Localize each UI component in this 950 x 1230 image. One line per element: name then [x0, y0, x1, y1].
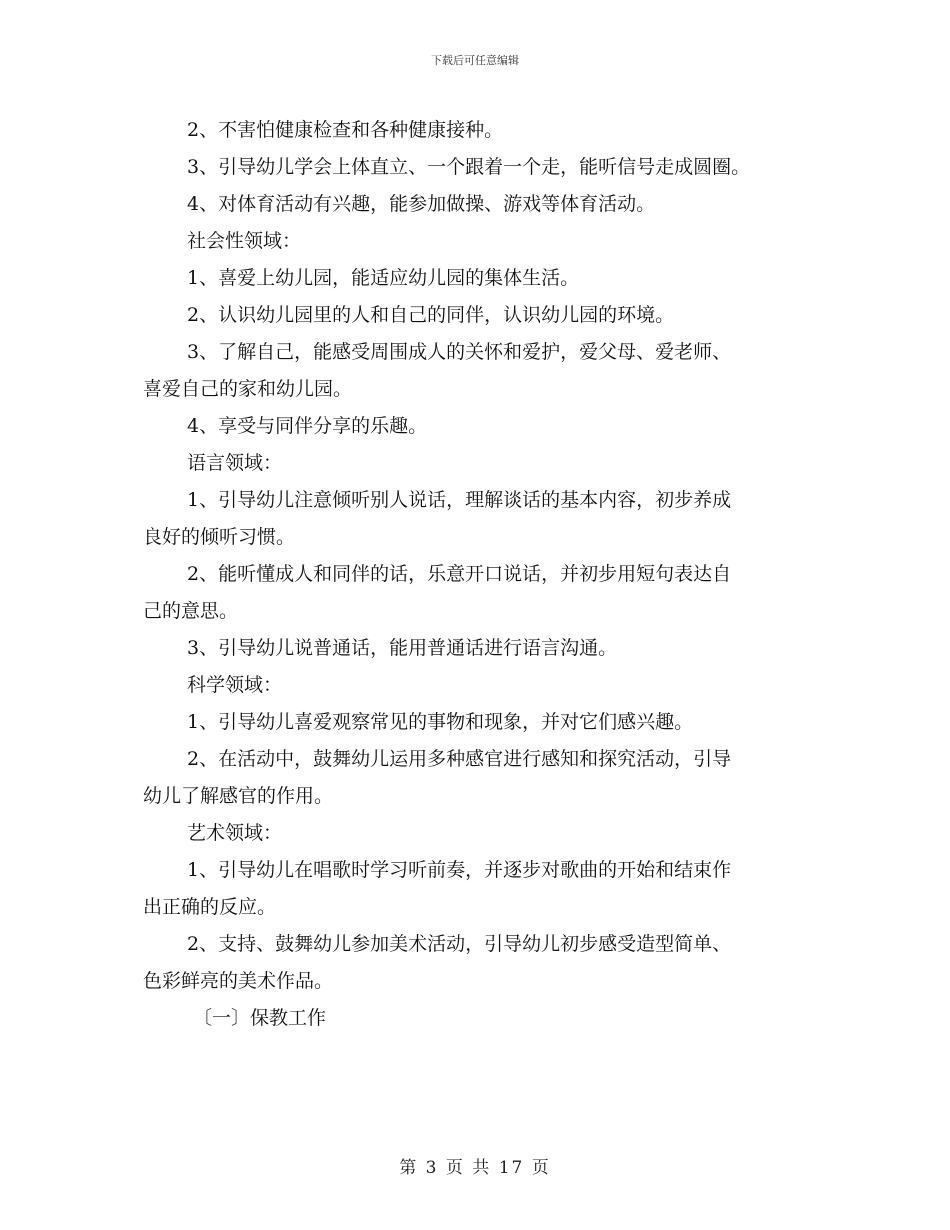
- page-footer: 第 3 页 共 17 页: [399, 1158, 551, 1178]
- paragraph-line: 语言领域：: [187, 452, 283, 474]
- paragraph-line: 1、引导幼儿注意倾听别人说话，理解谈话的基本内容，初步养成: [187, 489, 732, 511]
- paragraph-line: 1、引导幼儿在唱歌时学习听前奏，并逐步对歌曲的开始和结束作: [187, 859, 732, 881]
- paragraph-line: 2、支持、鼓舞幼儿参加美术活动，引导幼儿初步感受造型简单、: [187, 933, 732, 955]
- paragraph-line: 1、引导幼儿喜爱观察常见的事物和现象，并对它们感兴趣。: [187, 711, 694, 733]
- paragraph-line: 4、对体育活动有兴趣，能参加做操、游戏等体育活动。: [187, 193, 656, 215]
- paragraph-line: 喜爱自己的家和幼儿园。: [143, 378, 353, 400]
- page-header: 下载后可任意编辑: [431, 54, 519, 67]
- paragraph-line: 己的意思。: [143, 600, 239, 622]
- paragraph-line: 出正确的反应。: [143, 896, 277, 918]
- paragraph-line: 4、享受与同伴分享的乐趣。: [187, 415, 428, 437]
- document-body: [143, 112, 823, 1037]
- paragraph-line: 色彩鲜亮的美术作品。: [143, 970, 334, 992]
- paragraph-line: 1、喜爱上幼儿园，能适应幼儿园的集体生活。: [187, 267, 580, 289]
- paragraph-line: 3、引导幼儿说普通话，能用普通话进行语言沟通。: [187, 637, 618, 659]
- paragraph-line: 2、不害怕健康检查和各种健康接种。: [187, 119, 504, 141]
- paragraph-line: 2、能听懂成人和同伴的话，乐意开口说话，并初步用短句表达自: [187, 563, 732, 585]
- paragraph-line: 〔一〕保教工作: [193, 1007, 327, 1029]
- paragraph-line: 3、了解自己，能感受周围成人的关怀和爱护，爱父母、爱老师、: [187, 341, 732, 363]
- paragraph-line: 2、认识幼儿园里的人和自己的同伴，认识幼儿园的环境。: [187, 304, 675, 326]
- paragraph-line: 良好的倾听习惯。: [143, 526, 296, 548]
- paragraph-line: 3、引导幼儿学会上体直立、一个跟着一个走，能听信号走成圆圈。: [187, 156, 751, 178]
- paragraph-line: 2、在活动中，鼓舞幼儿运用多种感官进行感知和探究活动，引导: [187, 748, 732, 770]
- paragraph-line: 社会性领域：: [187, 230, 302, 252]
- paragraph-line: 幼儿了解感官的作用。: [143, 785, 334, 807]
- paragraph-line: 艺术领域：: [187, 822, 283, 844]
- paragraph-line: 科学领域：: [187, 674, 283, 696]
